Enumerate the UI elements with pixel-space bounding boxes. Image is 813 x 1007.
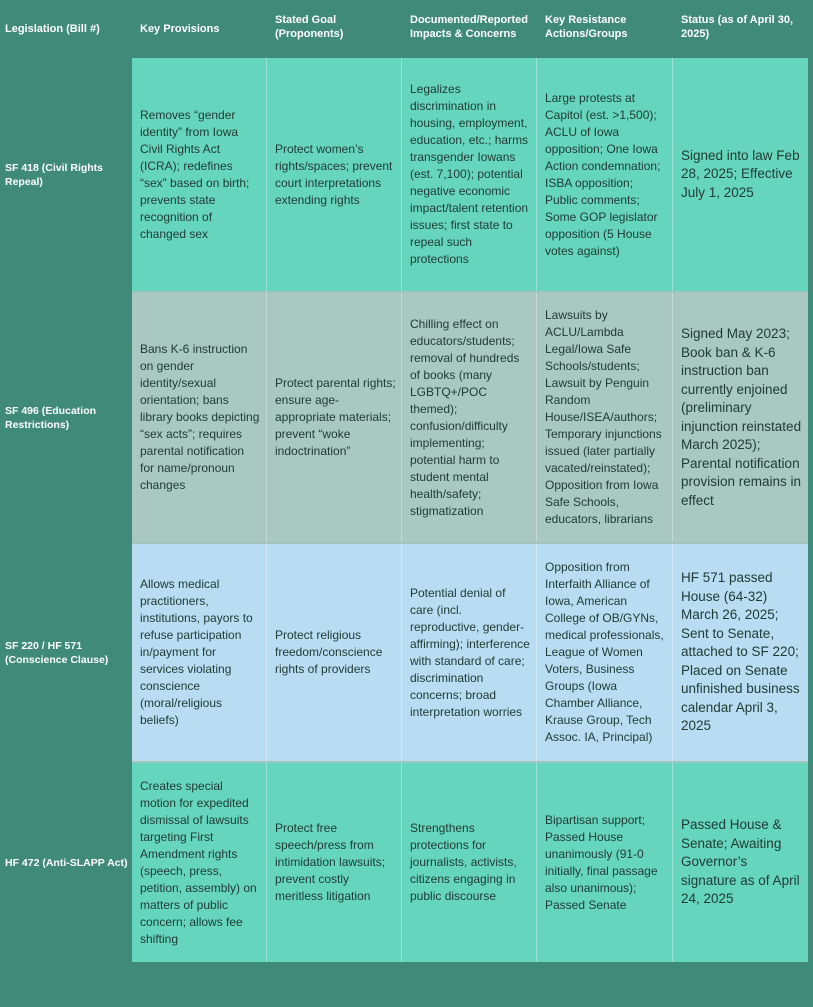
cell-status: HF 571 passed House (64-32) March 26, 2025; Sent to Senate, attached to SF 220; Placed on Senate unfinished business calendar April 3, 2025 — [673, 544, 808, 761]
cell-goal: Protect religious freedom/conscience rights of providers — [267, 544, 402, 761]
cell-resistance: Large protests at Capitol (est. >1,500); ACLU of Iowa opposition; One Iowa Action condemnation; ISBA opposition; Public comments; Some GOP legislator opposition (5 House votes against) — [537, 58, 673, 291]
cell-goal: Protect women’s rights/spaces; prevent court interpretations extending rights — [267, 58, 402, 291]
cell-goal: Protect free speech/press from intimidation lawsuits; prevent costly meritless litigation — [267, 763, 402, 962]
header-resistance: Key Resistance Actions/Groups — [545, 14, 628, 40]
header-impacts: Documented/Reported Impacts & Concerns — [410, 14, 528, 40]
cell-resistance: Bipartisan support; Passed House unanimously (91-0 initially, final passage also unanimous); Passed Senate — [537, 763, 673, 962]
cell-impacts: Chilling effect on educators/students; removal of hundreds of books (many LGBTQ+/POC themed); confusion/difficulty implementing; potential harm to student mental health/safety; stigmatization — [402, 293, 537, 542]
cell-impacts: Legalizes discrimination in housing, employment, education, etc.; harms transgender Iowans (est. 7,100); potential negative economic impact/talent retention issues; first state to repeal such protections — [402, 58, 537, 291]
row-bill-label: SF 220 / HF 571 (Conscience Clause) — [5, 639, 109, 666]
cell-impacts: Potential denial of care (incl. reproductive, gender-affirming); interference with standard of care; discrimination concerns; broad interpretation worries — [402, 544, 537, 761]
row-bill-label: SF 418 (Civil Rights Repeal) — [5, 161, 104, 188]
row-bill-label: HF 472 (Anti-SLAPP Act) — [5, 856, 128, 869]
row-bill-label: SF 496 (Education Restrictions) — [5, 404, 97, 431]
cell-status: Passed House & Senate; Awaiting Governor’s signature as of April 24, 2025 — [673, 763, 808, 962]
header-stated-goal: Stated Goal (Proponents) — [275, 14, 344, 40]
cell-provisions: Removes “gender identity” from Iowa Civil Rights Act (ICRA); redefines “sex” based on birth; prevents state recognition of changed sex — [132, 58, 267, 291]
cell-provisions: Bans K-6 instruction on gender identity/sexual orientation; bans library books depicting “sex acts”; requires parental notification for name/pronoun changes — [132, 293, 267, 542]
cell-status: Signed May 2023; Book ban & K-6 instruction ban currently enjoined (preliminary injunction reinstated March 2025); Parental notification provision remains in effect — [673, 293, 808, 542]
cell-resistance: Opposition from Interfaith Alliance of Iowa, American College of OB/GYNs, medical professionals, League of Women Voters, Business Groups (Iowa Chamber Alliance, Krause Group, Tech Assoc. IA, Principal) — [537, 544, 673, 761]
cell-goal: Protect parental rights; ensure age-appropriate materials; prevent “woke indoctrination” — [267, 293, 402, 542]
cell-provisions: Creates special motion for expedited dismissal of lawsuits targeting First Amendment rights (speech, press, petition, assembly) on matters of public concern; allows fee shifting — [132, 763, 267, 962]
cell-status: Signed into law Feb 28, 2025; Effective July 1, 2025 — [673, 58, 808, 291]
cell-resistance: Lawsuits by ACLU/Lambda Legal/Iowa Safe Schools/students; Lawsuit by Penguin Random House/ISEA/authors; Temporary injunctions issued (later partially vacated/reinstated); Opposition from Iowa Safe Schools, educators, librarians — [537, 293, 673, 542]
cell-impacts: Strengthens protections for journalists, activists, citizens engaging in public discourse — [402, 763, 537, 962]
header-status: Status (as of April 30, 2025) — [681, 14, 794, 40]
cell-provisions: Allows medical practitioners, institutions, payors to refuse participation in/payment for services violating conscience (moral/religious beliefs) — [132, 544, 267, 761]
header-legislation: Legislation (Bill #) — [5, 23, 100, 35]
header-key-provisions: Key Provisions — [140, 23, 220, 35]
